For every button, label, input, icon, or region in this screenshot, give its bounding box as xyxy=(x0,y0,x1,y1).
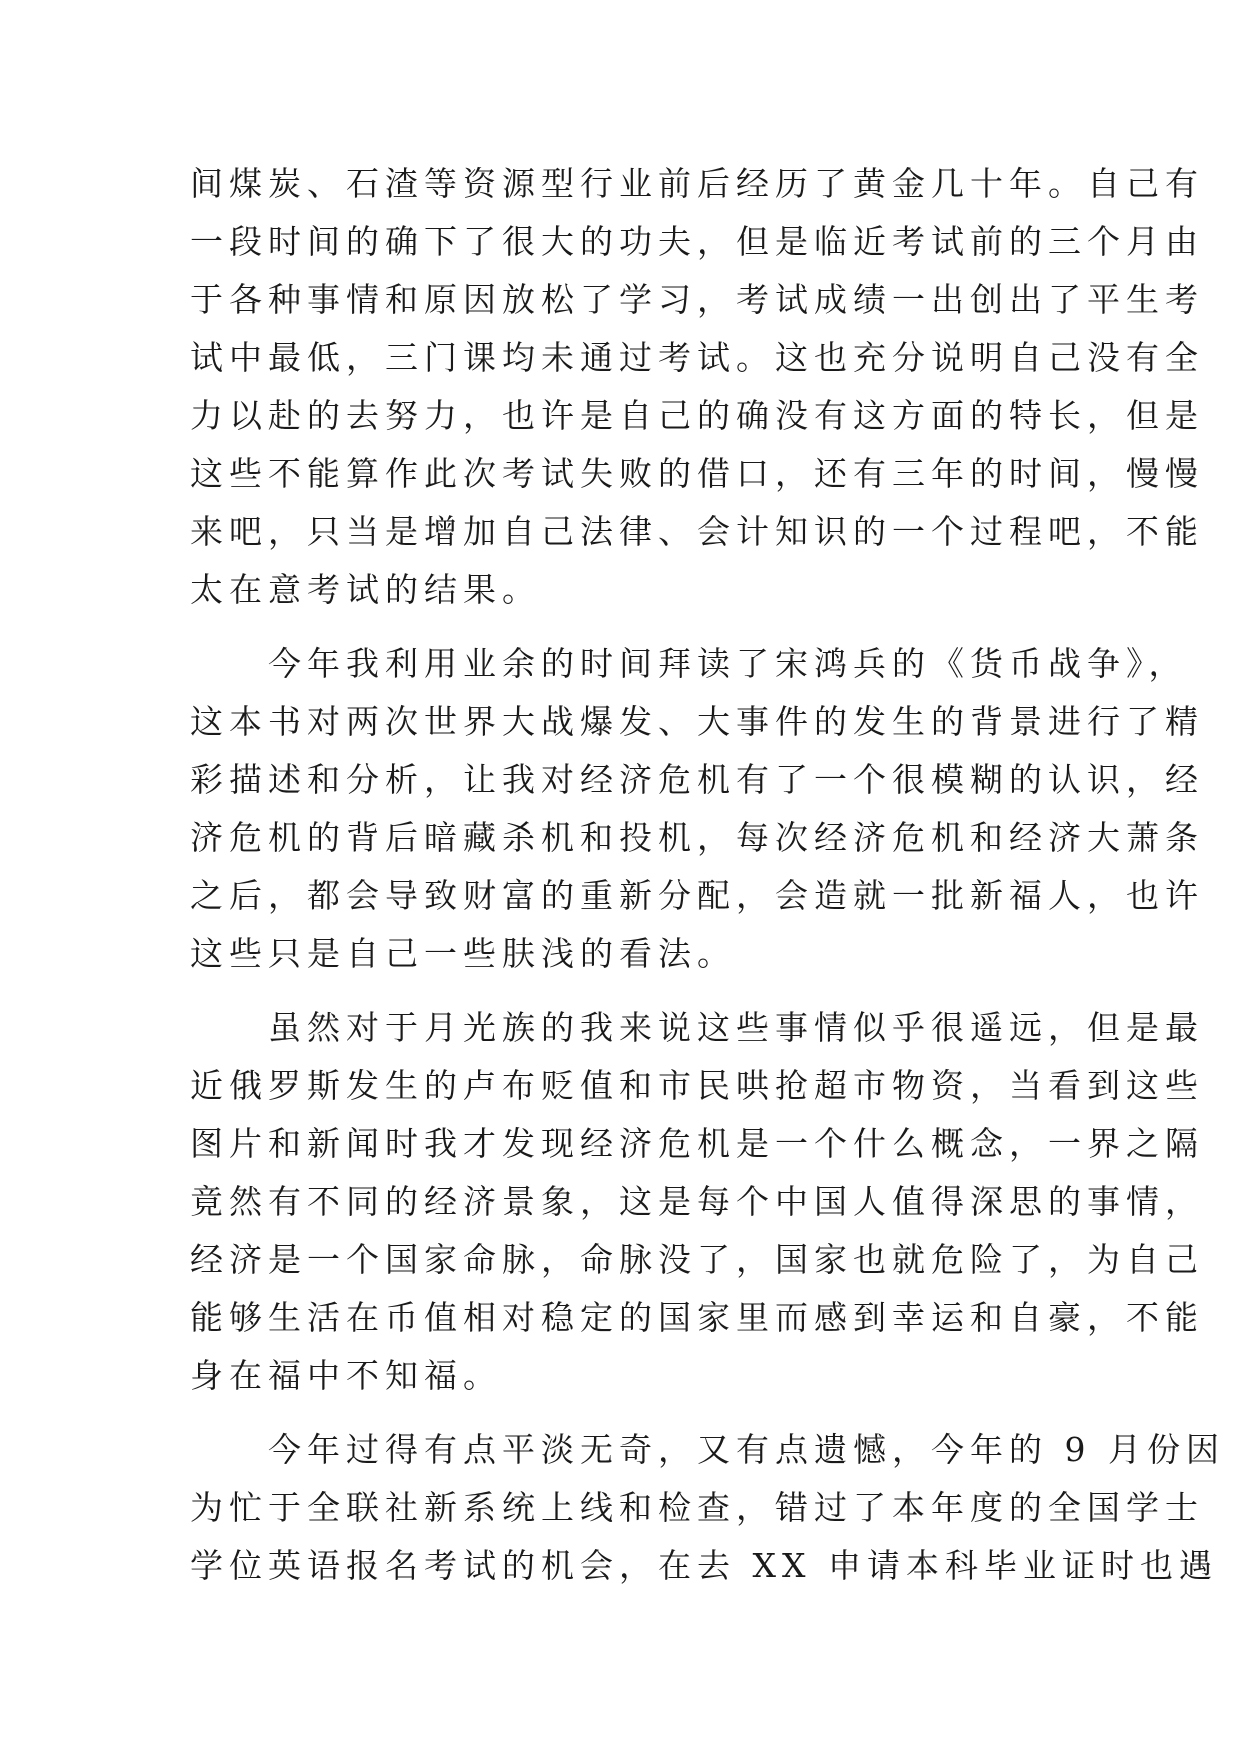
paragraph-4 xyxy=(190,1421,1225,1595)
text-line: 间煤炭、石渣等资源型行业前后经历了黄金几十年。自己有 xyxy=(190,164,1204,203)
document-body xyxy=(190,155,1225,1595)
text-line: 之后，都会导致财富的重新分配，会造就一批新福人，也许 xyxy=(190,876,1204,915)
text-line: 今年过得有点平淡无奇，又有点遗憾，今年的 9 月份因 xyxy=(190,1430,1225,1469)
text-line: 今年我利用业余的时间拜读了宋鸿兵的《货币战争》， xyxy=(190,644,1188,683)
paragraph-1 xyxy=(190,155,1204,619)
text-line: 虽然对于月光族的我来说这些事情似乎很遥远，但是最 xyxy=(190,1008,1204,1047)
text-line: 近俄罗斯发生的卢布贬值和市民哄抢超市物资，当看到这些 xyxy=(190,1066,1204,1105)
text-line: 图片和新闻时我才发现经济危机是一个什么概念，一界之隔 xyxy=(190,1124,1204,1163)
text-line: 这些只是自己一些肤浅的看法。 xyxy=(190,934,736,973)
text-line: 为忙于全联社新系统上线和检查，错过了本年度的全国学士 xyxy=(190,1488,1204,1527)
text-line: 于各种事情和原因放松了学习，考试成绩一出创出了平生考 xyxy=(190,280,1204,319)
text-line: 学位英语报名考试的机会，在去 XX 申请本科毕业证时也遇 xyxy=(190,1546,1218,1585)
paragraph-spacer xyxy=(190,619,1070,635)
text-line: 身在福中不知福。 xyxy=(190,1356,502,1395)
text-line: 彩描述和分析，让我对经济危机有了一个很模糊的认识，经 xyxy=(190,760,1204,799)
paragraph-2 xyxy=(190,635,1204,983)
text-line: 这本书对两次世界大战爆发、大事件的发生的背景进行了精 xyxy=(190,702,1204,741)
paragraph-spacer xyxy=(190,983,1070,999)
paragraph-spacer xyxy=(190,1405,1070,1421)
paragraph-3 xyxy=(190,999,1204,1405)
text-line: 力以赴的去努力，也许是自己的确没有这方面的特长，但是 xyxy=(190,396,1204,435)
text-line: 来吧，只当是增加自己法律、会计知识的一个过程吧，不能 xyxy=(190,512,1204,551)
text-line: 竟然有不同的经济景象，这是每个中国人值得深思的事情， xyxy=(190,1182,1204,1221)
text-line: 经济是一个国家命脉，命脉没了，国家也就危险了，为自己 xyxy=(190,1240,1204,1279)
text-line: 太在意考试的结果。 xyxy=(190,570,541,609)
text-line: 试中最低，三门课均未通过考试。这也充分说明自己没有全 xyxy=(190,338,1204,377)
text-line: 济危机的背后暗藏杀机和投机，每次经济危机和经济大萧条 xyxy=(190,818,1204,857)
text-line: 一段时间的确下了很大的功夫，但是临近考试前的三个月由 xyxy=(190,222,1204,261)
text-line: 这些不能算作此次考试失败的借口，还有三年的时间，慢慢 xyxy=(190,454,1204,493)
text-line: 能够生活在币值相对稳定的国家里而感到幸运和自豪，不能 xyxy=(190,1298,1204,1337)
